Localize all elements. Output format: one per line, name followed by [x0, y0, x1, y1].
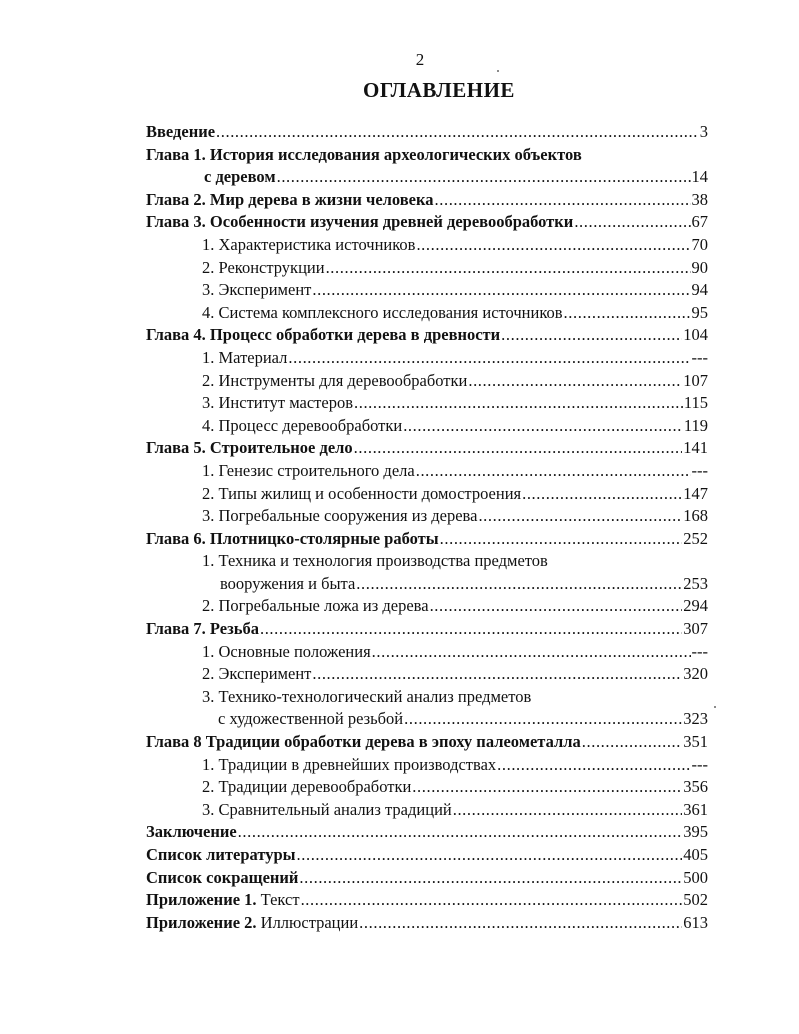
scan-speck — [497, 70, 499, 72]
toc-entry-page: 307 — [683, 619, 708, 639]
toc-entry-page: 320 — [683, 664, 708, 684]
toc-entry-page: 323 — [683, 709, 708, 729]
toc-entry-chapter-3[interactable] — [146, 211, 708, 234]
toc-entry-label: 4. Процесс деревообработки — [202, 415, 403, 435]
toc-entry-section[interactable] — [146, 686, 708, 709]
toc-entry-section[interactable] — [146, 595, 708, 618]
toc-entry-section[interactable] — [146, 483, 708, 506]
toc-entry-page: 107 — [683, 370, 708, 390]
dot-leader — [412, 776, 682, 799]
toc-entry-label — [146, 889, 300, 912]
toc-entry-chapter-7[interactable] — [146, 618, 708, 641]
toc-entry-section[interactable] — [146, 550, 708, 573]
toc-entry-section[interactable] — [146, 754, 708, 777]
toc-entry-label: 1. Традиции в древнейших производствах — [202, 754, 497, 774]
toc-entry-section[interactable] — [146, 505, 708, 528]
toc-entry-section-cont[interactable] — [146, 573, 708, 596]
toc-entry-chapter-1[interactable] — [146, 144, 708, 167]
dot-leader — [354, 392, 683, 415]
toc-entry-label: 2. Типы жилищ и особенности домостроения — [202, 483, 522, 503]
dot-leader — [453, 799, 683, 822]
toc-entry-chapter-1-cont[interactable] — [146, 166, 708, 189]
toc-entry-appendix-1[interactable] — [146, 889, 708, 912]
dot-leader — [312, 663, 682, 686]
dot-leader — [501, 324, 682, 347]
toc-entry-section[interactable] — [146, 347, 708, 370]
toc-entry-label: Список литературы — [146, 845, 296, 864]
toc-entry-page: 3 — [699, 122, 708, 141]
toc-entry-label: 4. Система комплексного исследования источников — [202, 302, 563, 322]
toc-entry-label: Глава 7. Резьба — [146, 619, 259, 639]
toc-entry-label: Глава 3. Особенности изучения древней деревообработки — [146, 212, 574, 232]
toc-entry-page: 294 — [683, 596, 708, 616]
toc-entry-prefix: Приложение 1. — [146, 890, 257, 910]
toc-entry-label: вооружения и быта — [220, 573, 356, 593]
dot-leader — [260, 618, 682, 641]
toc-entry-page: 115 — [683, 393, 708, 413]
toc-entry-label — [146, 912, 358, 935]
toc-entry-label: 2. Эксперимент — [202, 664, 312, 684]
toc-entry-section[interactable] — [146, 392, 708, 415]
toc-entry-page: 141 — [683, 438, 708, 458]
toc-entry-page: 70 — [691, 234, 708, 254]
dot-leader — [297, 844, 683, 867]
toc-entry-section-cont[interactable] — [146, 708, 708, 731]
dot-leader — [301, 889, 683, 912]
toc-entry-section[interactable] — [146, 641, 708, 664]
toc-entry-chapter-2[interactable] — [146, 189, 708, 212]
toc-entry-label: с художественной резьбой — [218, 709, 404, 729]
toc-entry-introduction[interactable] — [146, 121, 708, 144]
dot-leader — [440, 528, 683, 551]
toc-entry-label: 1. Материал — [202, 347, 288, 367]
toc-entry-page: 168 — [683, 506, 708, 526]
toc-entry-label: 1. Генезис строительного дела — [202, 460, 415, 480]
toc-entry-label: 3. Погребальные сооружения из дерева — [202, 506, 478, 526]
toc-entry-page: 500 — [683, 867, 708, 887]
toc-entry-abbreviations[interactable] — [146, 867, 708, 890]
toc-entry-page: 94 — [691, 280, 708, 300]
toc-entry-page: 395 — [683, 822, 708, 842]
toc-entry-section[interactable] — [146, 799, 708, 822]
toc-entry-page: 361 — [683, 799, 708, 819]
dot-leader — [435, 189, 691, 212]
toc-entry-chapter-4[interactable] — [146, 324, 708, 347]
toc-entry-page: --- — [691, 754, 708, 774]
toc-entry-label: 2. Инструменты для деревообработки — [202, 370, 468, 390]
toc-entry-section[interactable] — [146, 302, 708, 325]
toc-entry-section[interactable] — [146, 415, 708, 438]
toc-entry-label: Глава 5. Строительное дело — [146, 438, 353, 458]
dot-leader — [497, 754, 690, 777]
toc-entry-page: 104 — [683, 325, 708, 345]
toc-entry-label: 2. Реконструкции — [202, 257, 325, 277]
dot-leader — [430, 595, 683, 618]
toc-entry-label: 3. Эксперимент — [202, 280, 312, 300]
toc-entry-label: с деревом — [204, 167, 276, 187]
page-title: ОГЛАВЛЕНИЕ — [363, 78, 515, 102]
toc-entry-section[interactable] — [146, 279, 708, 302]
toc-entry-chapter-8[interactable] — [146, 731, 708, 754]
dot-leader — [238, 821, 683, 844]
toc-entry-page: 90 — [691, 257, 708, 277]
toc-entry-label: Глава 6. Плотницко-столярные работы — [146, 528, 439, 548]
scan-speck — [714, 706, 716, 708]
toc-entry-page: 38 — [691, 189, 708, 209]
toc-entry-page: 613 — [683, 912, 708, 932]
toc-entry-page: 95 — [691, 302, 708, 322]
dot-leader — [356, 573, 682, 596]
toc-entry-label-text: Иллюстрации — [256, 912, 359, 932]
dot-leader — [326, 257, 691, 280]
toc-entry-section[interactable] — [146, 460, 708, 483]
toc-entry-label: Заключение — [146, 822, 237, 842]
toc-entry-section[interactable] — [146, 776, 708, 799]
toc-entry-page: 253 — [683, 573, 708, 593]
toc-entry-label: 1. Техника и технология производства предметов — [202, 551, 548, 571]
toc-entry-conclusion[interactable] — [146, 821, 708, 844]
toc-entry-page: 502 — [683, 890, 708, 910]
toc-entry-page: 351 — [683, 732, 708, 752]
dot-leader — [372, 641, 691, 664]
dot-leader — [468, 370, 682, 393]
dot-leader — [216, 121, 699, 144]
toc-entry-page: 14 — [691, 167, 708, 187]
toc-entry-bibliography[interactable] — [146, 844, 708, 867]
dot-leader — [288, 347, 690, 370]
dot-leader — [574, 211, 690, 234]
toc-entry-label: 3. Технико-технологический анализ предметов — [202, 686, 532, 706]
dot-leader — [354, 437, 683, 460]
dot-leader — [564, 302, 691, 325]
toc-entry-page: 119 — [683, 415, 708, 435]
toc-entry-page: --- — [691, 641, 708, 661]
toc-entry-label: Глава 2. Мир дерева в жизни человека — [146, 189, 434, 209]
toc-entry-page: 405 — [683, 845, 708, 864]
dot-leader — [522, 483, 682, 506]
toc-entry-label: Глава 1. История исследования археологических объектов — [146, 144, 582, 164]
toc-entry-label: 1. Основные положения — [202, 641, 371, 661]
toc-entry-label: Глава 4. Процесс обработки дерева в древности — [146, 325, 501, 345]
toc-entry-label: 2. Традиции деревообработки — [202, 777, 412, 797]
toc-entry-page: 67 — [691, 212, 708, 232]
toc-entry-section[interactable] — [146, 257, 708, 280]
page-number: 2 — [415, 50, 425, 69]
dot-leader — [404, 708, 682, 731]
toc-entry-label: Глава 8 Традиции обработки дерева в эпоху палеометалла — [146, 732, 581, 752]
toc-entry-label: 2. Погребальные ложа из дерева — [202, 596, 429, 616]
toc-entry-section[interactable] — [146, 663, 708, 686]
dot-leader — [478, 505, 682, 528]
dot-leader — [416, 460, 691, 483]
toc-entry-section[interactable] — [146, 370, 708, 393]
toc-entry-page: 252 — [683, 528, 708, 548]
toc-entry-chapter-5[interactable] — [146, 437, 708, 460]
toc-entry-label: 1. Характеристика источников — [202, 234, 416, 254]
toc-entry-label-text: Текст — [256, 890, 300, 910]
dot-leader — [416, 234, 690, 257]
toc-entry-page: 147 — [683, 483, 708, 503]
dot-leader — [403, 415, 683, 438]
toc-entry-page: --- — [691, 460, 708, 480]
toc-entry-label: Список сокращений — [146, 867, 299, 887]
dot-leader — [359, 912, 682, 935]
table-of-contents — [146, 121, 708, 934]
dot-leader — [277, 166, 691, 189]
toc-entry-page: 356 — [683, 777, 708, 797]
toc-entry-appendix-2[interactable] — [146, 912, 708, 935]
dot-leader — [299, 867, 682, 890]
dot-leader — [312, 279, 690, 302]
dot-leader — [582, 731, 682, 754]
toc-entry-page: --- — [691, 347, 708, 367]
toc-entry-chapter-6[interactable] — [146, 528, 708, 551]
toc-entry-label: 3. Сравнительный анализ традиций — [202, 799, 452, 819]
toc-entry-label: Введение — [146, 122, 216, 141]
toc-entry-label: 3. Институт мастеров — [202, 393, 353, 413]
toc-entry-section[interactable] — [146, 234, 708, 257]
toc-entry-prefix: Приложение 2. — [146, 912, 257, 932]
